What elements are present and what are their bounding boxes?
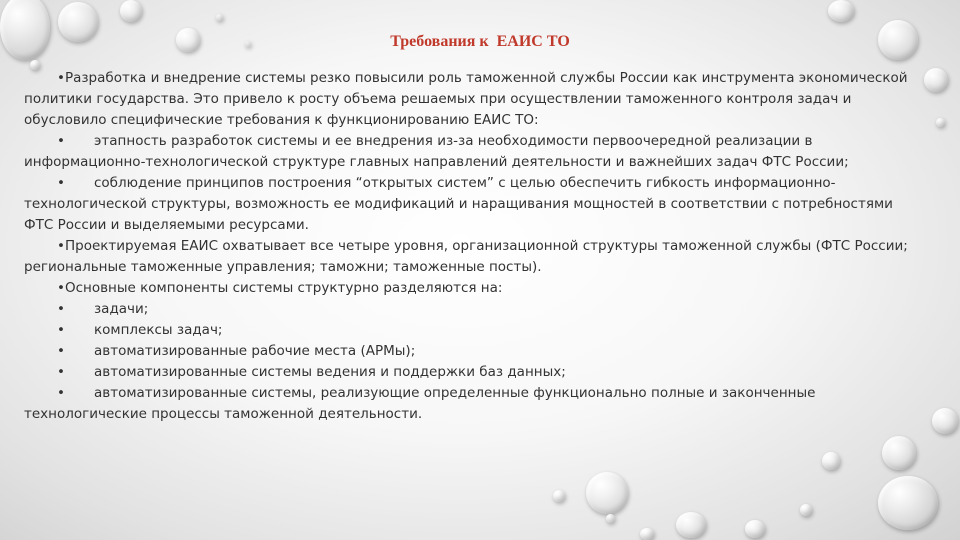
bullet-marker — [57, 131, 94, 152]
sub-bullet-paragraph — [24, 173, 924, 236]
water-drop — [586, 472, 628, 514]
water-drop — [828, 0, 854, 22]
water-drop — [553, 490, 565, 502]
bullet-marker — [57, 341, 94, 362]
water-drop — [822, 452, 840, 470]
water-drop — [120, 0, 142, 22]
sub-bullet-paragraph — [24, 383, 924, 425]
water-drop — [800, 504, 812, 516]
paragraph-text: задачи; — [94, 301, 149, 317]
water-drop — [0, 0, 50, 60]
sub-bullet-paragraph — [24, 299, 924, 320]
water-drop — [932, 408, 958, 434]
water-drop — [216, 14, 223, 21]
bullet-marker — [57, 299, 94, 320]
paragraph-text: Основные компоненты системы структурно разделяются на: — [64, 280, 503, 296]
bullet-marker — [57, 320, 94, 341]
bullet-marker — [57, 70, 65, 86]
bullet-marker — [57, 238, 65, 254]
water-drop — [676, 512, 706, 538]
bullet-marker — [57, 280, 65, 296]
water-drop — [640, 528, 654, 540]
bullet-marker — [57, 362, 94, 383]
sub-bullet-paragraph — [24, 341, 924, 362]
sub-bullet-paragraph — [24, 320, 924, 341]
sub-bullet-paragraph — [24, 362, 924, 383]
slide-body — [24, 68, 924, 425]
paragraph-text: автоматизированные системы ведения и поддержки баз данных; — [94, 364, 566, 380]
bullet-paragraph — [24, 68, 924, 131]
paragraph-text: Проектируемая ЕАИС охватывает все четыре уровня, организационной структуры таможенной службы (ФТС России; региональные таможенные управления; таможни; таможенные посты). — [24, 238, 908, 275]
bullet-paragraph — [24, 278, 924, 299]
bullet-marker — [57, 383, 94, 404]
water-drop — [606, 514, 615, 523]
water-drop — [924, 68, 948, 92]
paragraph-text: автоматизированные рабочие места (АРМы); — [94, 343, 416, 359]
water-drop — [936, 118, 945, 127]
slide-title: Требования к ЕАИС ТО — [390, 33, 570, 50]
paragraph-text: Разработка и внедрение системы резко повысили роль таможенной службы России как инструмента экономической политики государства. Это привело к росту объема решаемых при осуществлении таможенного контроля задач и обусловило специфические требования к функционированию ЕАИС ТО: — [24, 70, 908, 128]
bullet-marker — [57, 173, 94, 194]
paragraph-text: соблюдение принципов построения “открытых систем” с целью обеспечить гибкость информационно-технологической структуры, возможность ее модификаций и наращивания мощностей в соответствии с потребностями ФТС России и выделяемыми ресурсами. — [24, 175, 893, 233]
water-drop — [745, 520, 765, 538]
water-drop — [882, 436, 916, 470]
bullet-paragraph — [24, 236, 924, 278]
paragraph-text: автоматизированные системы, реализующие определенные функционально полные и законченные технологические процессы таможенной деятельности. — [24, 385, 816, 422]
sub-bullet-paragraph — [24, 131, 924, 173]
paragraph-text: комплексы задач; — [94, 322, 223, 338]
water-drop — [878, 476, 938, 530]
paragraph-text: этапность разработок системы и ее внедрения из-за необходимости первоочередной реализации в информационно-технологической структуре главных направлений деятельности и важнейших задач ФТС России; — [24, 133, 849, 170]
